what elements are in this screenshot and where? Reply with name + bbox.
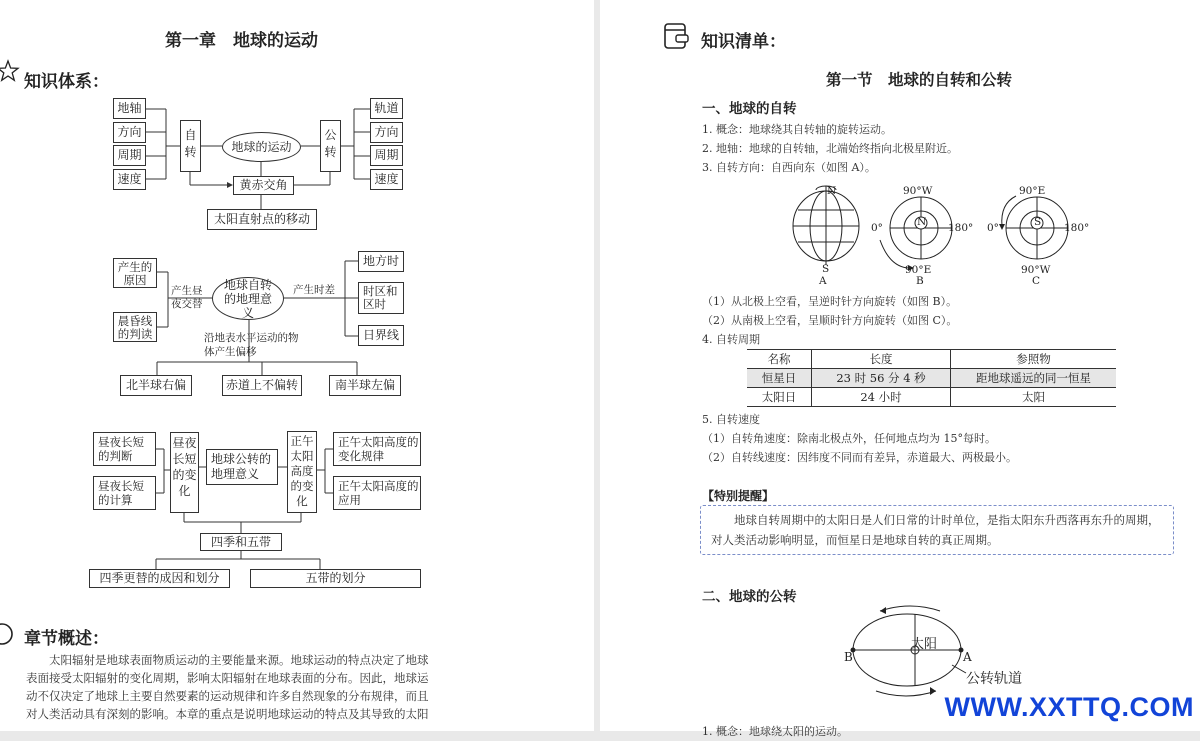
map2-bottom-label: 沿地表水平运动的物体产生偏移	[204, 332, 299, 358]
fig-b-top: 90°W	[903, 185, 933, 197]
table-row	[747, 388, 1116, 407]
map1-result: 太阳直射点的移动	[207, 209, 317, 230]
fig-b-right: 180°	[948, 222, 974, 234]
fig-c-top: 90°E	[1019, 185, 1046, 197]
map2-deflection-south: 南半球左偏	[329, 375, 401, 396]
orbit-b: B	[844, 650, 853, 664]
map1-rot-prop-3: 周期	[113, 145, 146, 166]
map2-deflection-equator: 赤道上不偏转	[222, 375, 302, 396]
map1-rot-prop-1: 地轴	[113, 98, 146, 119]
map2-right-item-2: 时区和区时	[358, 282, 404, 314]
rotation-item-4: 4. 自转周期	[702, 333, 760, 346]
table-header: 参照物	[951, 350, 1117, 369]
revolution-item-1: 1. 概念：地球绕太阳的运动。	[702, 725, 848, 738]
map1-rot-prop-2: 方向	[113, 122, 146, 143]
orbit-diagram	[840, 605, 1040, 705]
map2-left-top: 产生的原因	[113, 258, 157, 288]
speed-item-3: （2）自转线速度：因纬度不同而有差异，赤道最大、两极最小。	[702, 451, 1017, 464]
orbit-sun: 太阳	[911, 637, 938, 652]
map2-right-item-3: 日界线	[358, 325, 404, 346]
rotation-item-2: 2. 地轴：地球的自转轴，北端始终指向北极星附近。	[702, 142, 958, 155]
table-cell: 距地球遥远的同一恒星	[951, 369, 1117, 388]
map1-revolution: 公转	[320, 120, 341, 172]
fig-b-bottom: 90°E	[905, 264, 932, 276]
table-cell: 23 时 56 分 4 秒	[812, 369, 951, 388]
map3-left-label: 昼夜长短的变化	[170, 432, 199, 513]
checklist-heading: 知识清单：	[701, 32, 786, 52]
rotation-item-3: 3. 自转方向：自西向东（如图 A）。	[702, 161, 876, 174]
map2-left-bottom: 晨昏线的判读	[113, 312, 157, 342]
map1-rev-prop-4: 速度	[370, 169, 403, 190]
orbit-label: 公转轨道	[966, 671, 1022, 687]
overview-line-1: 太阳辐射是地球表面物质运动的主要能量来源。地球运动的特点决定了地球	[49, 653, 429, 667]
table-header: 名称	[747, 350, 812, 369]
table-header: 长度	[812, 350, 951, 369]
table-cell: 太阳	[951, 388, 1117, 407]
map1-rev-prop-3: 周期	[370, 145, 403, 166]
overview-line-3: 动不仅决定了地球上主要自然要素的运动规律和许多自然现象的分布规律，而且	[26, 689, 429, 703]
map3-right-label: 正午太阳高度的变化	[287, 431, 317, 513]
fig-b-label: B	[916, 275, 924, 287]
fig-c-label: C	[1032, 275, 1041, 287]
map3-right-item-1: 正午太阳高度的变化规律	[333, 432, 421, 466]
map3-left-item-1: 昼夜长短的判断	[93, 432, 156, 466]
fig-b-left: 0°	[871, 222, 883, 234]
section-title: 第一节 地球的自转和公转	[826, 70, 1013, 89]
map3-seasons: 四季和五带	[200, 533, 282, 551]
table-header-row	[747, 350, 1116, 369]
table-cell: 24 小时	[812, 388, 951, 407]
map2-deflection-north: 北半球右偏	[120, 375, 192, 396]
map1-rot-prop-4: 速度	[113, 169, 146, 190]
fig-a-n: N	[827, 185, 837, 197]
heading-revolution: 二、地球的公转	[702, 589, 797, 605]
fig-c-center: S	[1034, 216, 1042, 228]
map3-left-item-2: 昼夜长短的计算	[93, 476, 156, 510]
table-cell: 恒星日	[747, 369, 812, 388]
watermark: WWW.XXTTQ.COM	[944, 692, 1194, 722]
fig-a-label: A	[819, 275, 827, 287]
map1-center: 地球的运动	[222, 132, 301, 162]
map2-left-label: 产生昼夜交替	[171, 285, 203, 310]
fig-c-left: 0°	[987, 222, 999, 234]
overview-line-2: 表面接受太阳辐射的变化周期，影响太阳辐射在地球表面的分布。因此，地球运	[26, 671, 429, 685]
tip-box: 地球自转周期中的太阳日是人们日常的计时单位，是指太阳东升西落再东升的周期，对人类活动影响明显，而恒星日是地球自转的真正周期。	[700, 505, 1174, 555]
fig-c-right: 180°	[1064, 222, 1090, 234]
map3-bottom-item-2: 五带的划分	[250, 569, 421, 588]
fig-a-s: S	[822, 263, 830, 275]
speed-item-1: 5. 自转速度	[702, 413, 760, 426]
left-page	[0, 0, 594, 731]
map2-right-label: 产生时差	[293, 284, 335, 296]
map3-center: 地球公转的地理意义	[206, 449, 278, 485]
speed-item-2: （1）自转角速度：除南北极点外，任何地点均为 15°每时。	[702, 432, 996, 445]
knowledge-system-heading: 知识体系：	[24, 72, 109, 92]
heading-rotation: 一、地球的自转	[702, 101, 797, 117]
map2-right-item-1: 地方时	[358, 251, 404, 272]
rotation-item-1: 1. 概念：地球绕其自转轴的旋转运动。	[702, 123, 892, 136]
right-page	[600, 0, 1200, 738]
map3-bottom-item-1: 四季更替的成因和划分	[89, 569, 230, 588]
fig-b-center: N	[917, 216, 927, 228]
overview-line-4: 对人类活动具有深刻的影响。本章的重点是说明地球运动的特点及其导致的太阳	[26, 707, 429, 721]
map2-center: 地球自转的地理意义	[212, 277, 284, 320]
map1-rev-prop-1: 轨道	[370, 98, 403, 119]
map3-right-item-2: 正午太阳高度的应用	[333, 476, 421, 510]
orbit-a: A	[963, 650, 972, 664]
rotation-sub-2: （2）从南极上空看，呈顺时针方向旋转（如图 C）。	[702, 314, 958, 327]
table-row	[747, 369, 1116, 388]
table-cell: 太阳日	[747, 388, 812, 407]
tip-heading: 【特别提醒】	[702, 489, 775, 503]
rotation-sub-1: （1）从北极上空看，呈逆时针方向旋转（如图 B）。	[702, 295, 958, 308]
circle-icon	[0, 621, 14, 647]
map1-rev-prop-2: 方向	[370, 122, 403, 143]
overview-heading: 章节概述：	[24, 629, 109, 649]
map1-obliquity: 黄赤交角	[233, 176, 294, 195]
rotation-period-table	[747, 349, 1116, 407]
map1-rotation: 自转	[180, 120, 201, 172]
notebook-icon	[662, 22, 690, 50]
chapter-title: 第一章 地球的运动	[165, 31, 318, 51]
fig-c-bottom: 90°W	[1021, 264, 1051, 276]
